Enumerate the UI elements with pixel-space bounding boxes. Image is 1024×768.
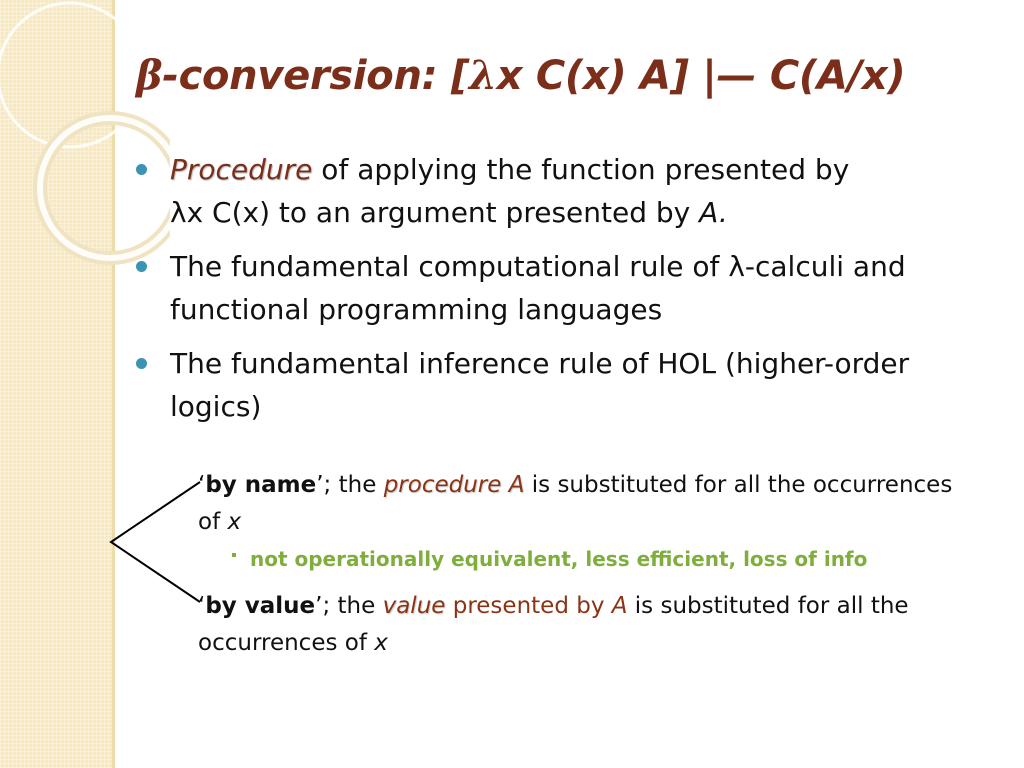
by-name-item: ‘by name’; the procedure A is substituted for all the occurrences of x — [198, 472, 953, 535]
bullet-item — [136, 342, 986, 428]
bullet-text: The fundamental computational rule of — [170, 250, 729, 283]
procedure-term: Procedure — [170, 153, 313, 186]
bullet-item — [136, 148, 986, 234]
note-item — [232, 547, 867, 571]
title-lambda: λ — [468, 52, 497, 99]
bullet-list — [136, 148, 986, 439]
title-beta: β — [136, 52, 163, 99]
bullet-dot — [136, 164, 147, 175]
argument-A: A. — [699, 196, 728, 229]
note-text: not operationally equivalent, less efficient, loss of info — [250, 547, 868, 571]
by-value-label: by value — [205, 593, 316, 619]
branch-bracket — [108, 480, 208, 610]
title-text-2: x C(x) A] |— C(A/x) — [496, 53, 906, 99]
bullet-text: of applying the function presented by — [312, 153, 850, 186]
bullet-text: x C(x) to an argument presented by — [186, 196, 700, 229]
bullet-dot — [136, 261, 147, 272]
lambda-symbol: λ — [170, 196, 187, 229]
lambda-symbol: λ — [728, 250, 745, 283]
bullet-text: -calculi and functional programming languages — [170, 250, 906, 326]
note-bullet — [232, 553, 236, 557]
slide-title — [136, 52, 996, 99]
bullet-text: The fundamental inference rule of HOL (higher-order logics) — [170, 347, 910, 423]
by-name-label: by name — [205, 472, 317, 498]
value-term: value — [382, 593, 446, 619]
bullet-item — [136, 245, 986, 331]
title-text-1: -conversion: [ — [162, 53, 469, 99]
by-value-item: ‘by value’; the value presented by A is substituted for all the occurrences of x — [198, 593, 909, 656]
procedure-A-term: procedure A — [383, 472, 525, 498]
bullet-dot — [136, 358, 147, 369]
